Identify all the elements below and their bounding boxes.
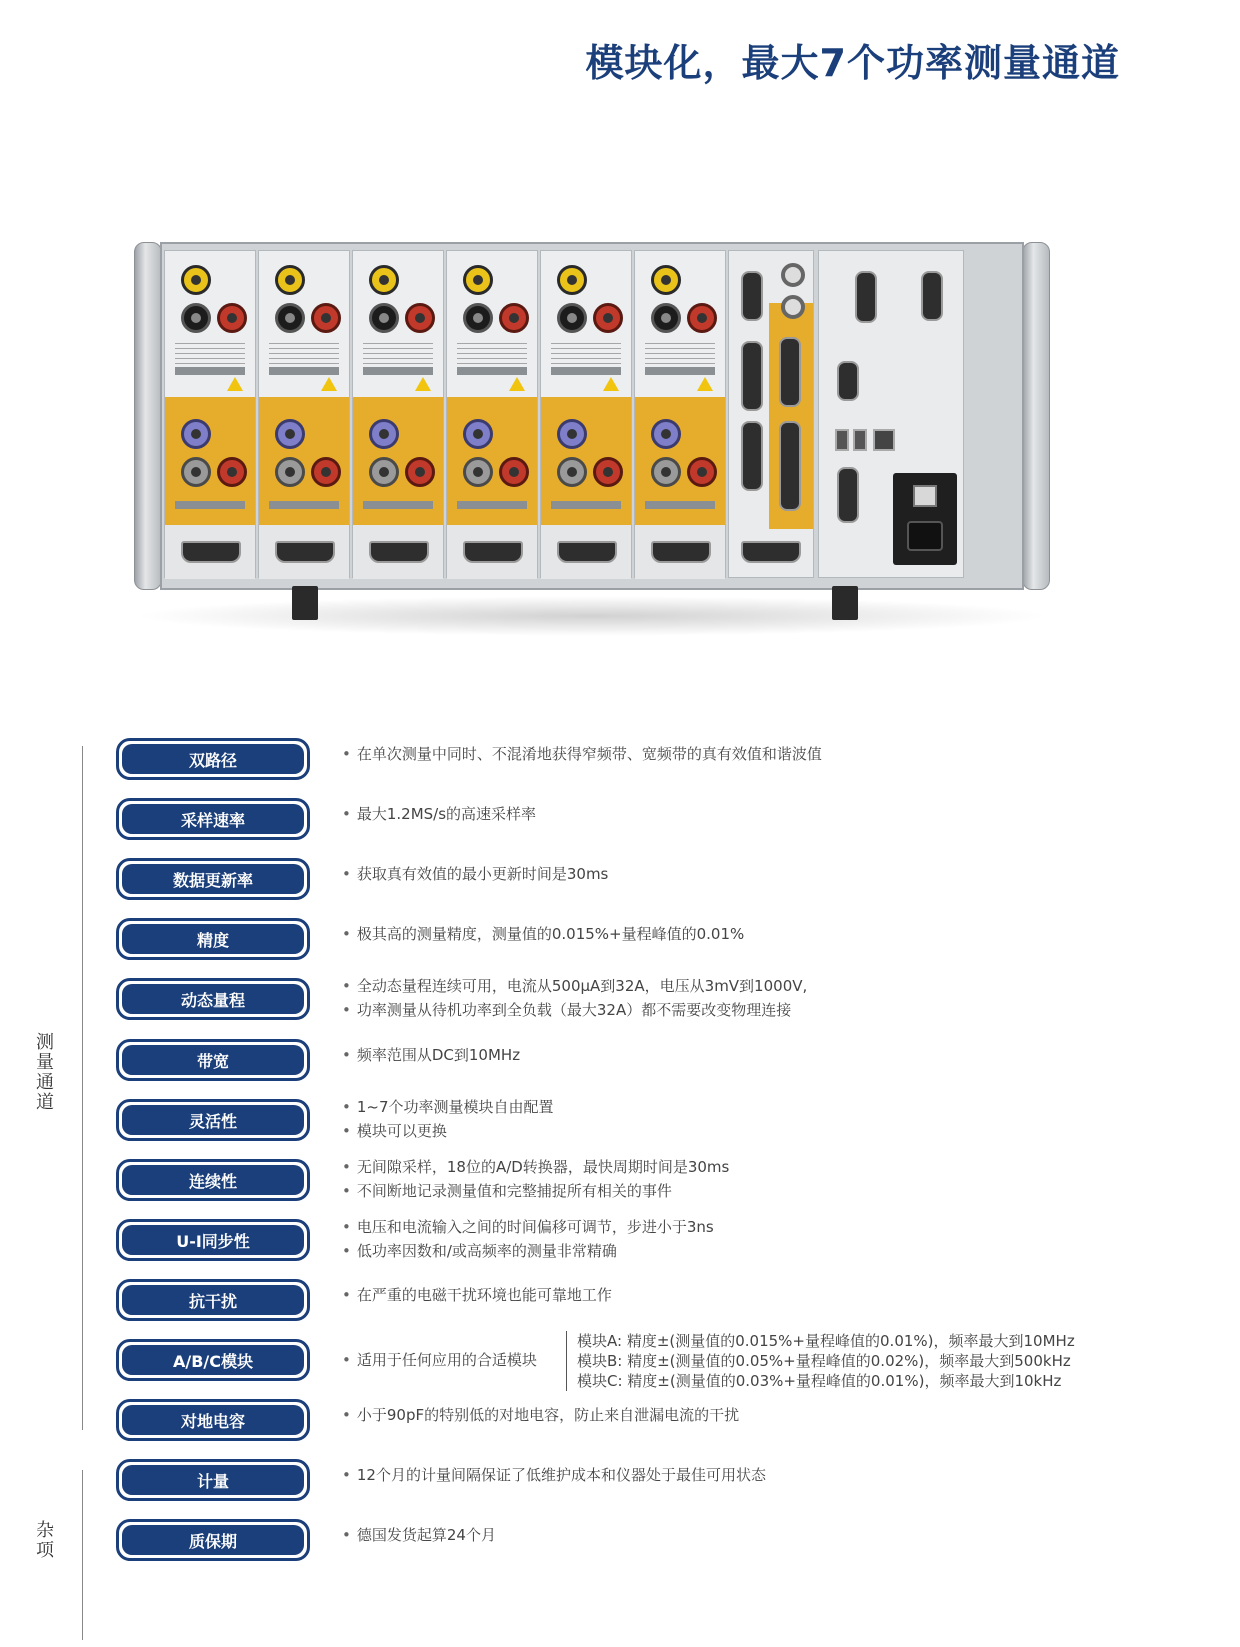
current-common-jack-icon bbox=[651, 457, 681, 487]
feature-name-label: 采样速率 bbox=[122, 804, 304, 834]
power-analyzer-rear-panel-image bbox=[132, 236, 1052, 636]
feature-name-label: U-I同步性 bbox=[122, 1225, 304, 1255]
warning-icon bbox=[697, 377, 713, 391]
current-jack-icon bbox=[651, 419, 681, 449]
feature-description-line: • 1~7个功率测量模块自由配置 bbox=[342, 1095, 554, 1119]
voltage-sensor-jack-icon bbox=[311, 303, 341, 333]
feature-description-line: • 德国发货起算24个月 bbox=[342, 1523, 496, 1547]
feature-description-line: • 频率范围从DC到10MHz bbox=[342, 1043, 520, 1067]
feature-name-label: 质保期 bbox=[122, 1525, 304, 1555]
sensor-connector-icon bbox=[275, 541, 335, 563]
module-spec-list bbox=[566, 1331, 1075, 1391]
feature-description bbox=[342, 802, 536, 826]
voltage-common-jack-icon bbox=[181, 303, 211, 333]
usb-port-icon bbox=[835, 429, 849, 451]
power-inlet-icon bbox=[893, 473, 957, 565]
warning-icon bbox=[321, 377, 337, 391]
feature-name-label: 抗干扰 bbox=[122, 1285, 304, 1315]
feature-name-badge bbox=[116, 978, 310, 1020]
channel-module-slot bbox=[634, 250, 726, 578]
feature-description-line: • 无间隙采样，18位的A/D转换器，最快周期时间是30ms bbox=[342, 1155, 729, 1179]
feature-name-badge bbox=[116, 1219, 310, 1261]
feature-description-line: • 不间断地记录测量值和完整捕捉所有相关的事件 bbox=[342, 1179, 729, 1203]
current-sensor-jack-icon bbox=[405, 457, 435, 487]
voltage-sensor-jack-icon bbox=[217, 303, 247, 333]
section-label-misc: 杂项 bbox=[33, 1520, 54, 1560]
feature-name-badge bbox=[116, 1519, 310, 1561]
current-common-jack-icon bbox=[275, 457, 305, 487]
feature-name-label: 动态量程 bbox=[122, 984, 304, 1014]
current-jack-icon bbox=[181, 419, 211, 449]
bnc-connector-icon bbox=[781, 295, 805, 319]
sensor-connector-icon bbox=[369, 541, 429, 563]
feature-name-label: 连续性 bbox=[122, 1165, 304, 1195]
function-connector-icon bbox=[741, 541, 801, 563]
vga-connector-icon bbox=[855, 271, 877, 323]
channel-module-slot bbox=[164, 250, 256, 578]
feature-description bbox=[342, 1403, 739, 1427]
feature-name-badge bbox=[116, 1039, 310, 1081]
rs232-connector-icon bbox=[837, 361, 859, 401]
voltage-jack-icon bbox=[651, 265, 681, 295]
module-spec-item: 模块A: 精度±(测量值的0.015%+量程峰值的0.01%)，频率最大到10MHz bbox=[577, 1332, 1075, 1350]
current-jack-icon bbox=[463, 419, 493, 449]
feature-name-badge bbox=[116, 798, 310, 840]
analog-output-connector-icon bbox=[741, 421, 763, 491]
feature-description-line: • 最大1.2MS/s的高速采样率 bbox=[342, 802, 536, 826]
feature-name-badge bbox=[116, 1399, 310, 1441]
usb-port-icon bbox=[853, 429, 867, 451]
feature-description bbox=[342, 1155, 729, 1203]
current-jack-icon bbox=[557, 419, 587, 449]
analog-input-connector-icon bbox=[741, 271, 763, 321]
feature-description-line: • 在严重的电磁干扰环境也能可靠地工作 bbox=[342, 1283, 612, 1307]
feature-description bbox=[342, 1043, 520, 1067]
lan-port-icon bbox=[873, 429, 895, 451]
voltage-sensor-jack-icon bbox=[593, 303, 623, 333]
feature-description-line: • 在单次测量中同时、不混淆地获得窄频带、宽频带的真有效值和谐波值 bbox=[342, 742, 822, 766]
feature-description-line: • 获取真有效值的最小更新时间是30ms bbox=[342, 862, 608, 886]
switching-io-connector-icon bbox=[779, 421, 801, 511]
feature-name-badge bbox=[116, 1459, 310, 1501]
voltage-jack-icon bbox=[181, 265, 211, 295]
channel-module-slot bbox=[446, 250, 538, 578]
feature-description bbox=[342, 1095, 554, 1143]
feature-name-badge bbox=[116, 1279, 310, 1321]
warning-icon bbox=[509, 377, 525, 391]
feature-description-line: • 12个月的计量间隔保证了低维护成本和仪器处于最佳可用状态 bbox=[342, 1463, 766, 1487]
voltage-common-jack-icon bbox=[275, 303, 305, 333]
feature-description-line: • 模块可以更换 bbox=[342, 1119, 554, 1143]
voltage-jack-icon bbox=[463, 265, 493, 295]
feature-description bbox=[342, 1523, 496, 1547]
feature-name-label: 灵活性 bbox=[122, 1105, 304, 1135]
frequency-input-connector-icon bbox=[779, 337, 801, 407]
voltage-common-jack-icon bbox=[651, 303, 681, 333]
feature-description bbox=[342, 922, 744, 946]
warning-icon bbox=[415, 377, 431, 391]
sync-connector-icon bbox=[837, 467, 859, 523]
feature-name-badge bbox=[116, 738, 310, 780]
module-spec-item: 模块C: 精度±(测量值的0.03%+量程峰值的0.01%)，频率最大到10kHz bbox=[577, 1372, 1062, 1390]
feature-description bbox=[342, 974, 807, 1022]
base-module-slot bbox=[818, 250, 964, 578]
feature-name-badge bbox=[116, 1159, 310, 1201]
channel-module-slot bbox=[258, 250, 350, 578]
feature-description bbox=[342, 862, 608, 886]
device-foot-left bbox=[292, 586, 318, 620]
feature-name-label: A/B/C模块 bbox=[122, 1345, 304, 1375]
current-sensor-jack-icon bbox=[217, 457, 247, 487]
page-title: 模块化，最大7个功率测量通道 bbox=[585, 41, 1120, 85]
feature-name-label: 计量 bbox=[122, 1465, 304, 1495]
current-sensor-jack-icon bbox=[593, 457, 623, 487]
current-sensor-jack-icon bbox=[311, 457, 341, 487]
left-handle bbox=[134, 242, 162, 590]
feature-name-badge bbox=[116, 918, 310, 960]
feature-description-line: • 电压和电流输入之间的时间偏移可调节，步进小于3ns bbox=[342, 1215, 714, 1239]
feature-description: • 适用于任何应用的合适模块 bbox=[342, 1349, 537, 1370]
external-connector-icon bbox=[921, 271, 943, 321]
feature-name-label: 双路径 bbox=[122, 744, 304, 774]
voltage-jack-icon bbox=[369, 265, 399, 295]
voltage-common-jack-icon bbox=[557, 303, 587, 333]
feature-description-line: • 功率测量从待机功率到全负载（最大32A）都不需要改变物理连接 bbox=[342, 998, 807, 1022]
feature-name-label: 数据更新率 bbox=[122, 864, 304, 894]
io-option-slot bbox=[728, 250, 814, 578]
feature-name-label: 对地电容 bbox=[122, 1405, 304, 1435]
feature-name-badge bbox=[116, 1339, 310, 1381]
current-sensor-jack-icon bbox=[499, 457, 529, 487]
bnc-connector-icon bbox=[781, 263, 805, 287]
current-common-jack-icon bbox=[369, 457, 399, 487]
voltage-sensor-jack-icon bbox=[405, 303, 435, 333]
current-jack-icon bbox=[275, 419, 305, 449]
feature-description bbox=[342, 742, 822, 766]
feature-name-label: 带宽 bbox=[122, 1045, 304, 1075]
feature-description bbox=[342, 1283, 612, 1307]
feature-description-line: • 全动态量程连续可用，电流从500μA到32A，电压从3mV到1000V, bbox=[342, 974, 807, 998]
feature-description bbox=[342, 1463, 766, 1487]
power-switch-icon bbox=[913, 485, 937, 507]
sensor-connector-icon bbox=[557, 541, 617, 563]
current-jack-icon bbox=[369, 419, 399, 449]
section-line-misc bbox=[82, 1470, 83, 1640]
voltage-common-jack-icon bbox=[369, 303, 399, 333]
device-shadow bbox=[132, 596, 1052, 636]
sensor-connector-icon bbox=[651, 541, 711, 563]
warning-icon bbox=[227, 377, 243, 391]
voltage-sensor-jack-icon bbox=[687, 303, 717, 333]
feature-name-label: 精度 bbox=[122, 924, 304, 954]
device-foot-right bbox=[832, 586, 858, 620]
channel-module-slot bbox=[540, 250, 632, 578]
warning-icon bbox=[603, 377, 619, 391]
feature-description-line: • 低功率因数和/或高频率的测量非常精确 bbox=[342, 1239, 714, 1263]
feature-description bbox=[342, 1215, 714, 1263]
module-spec-item: 模块B: 精度±(测量值的0.05%+量程峰值的0.02%)，频率最大到500kHz bbox=[577, 1352, 1071, 1370]
current-common-jack-icon bbox=[463, 457, 493, 487]
sensor-connector-icon bbox=[181, 541, 241, 563]
section-line-measurement bbox=[82, 746, 83, 1430]
current-sensor-jack-icon bbox=[687, 457, 717, 487]
analog-output-connector-icon bbox=[741, 341, 763, 411]
current-common-jack-icon bbox=[557, 457, 587, 487]
sensor-connector-icon bbox=[463, 541, 523, 563]
section-label-measurement: 测量通道 bbox=[33, 1032, 54, 1112]
chassis bbox=[160, 242, 1024, 590]
voltage-jack-icon bbox=[557, 265, 587, 295]
channel-module-slot bbox=[352, 250, 444, 578]
voltage-jack-icon bbox=[275, 265, 305, 295]
voltage-common-jack-icon bbox=[463, 303, 493, 333]
feature-description-line: • 极其高的测量精度，测量值的0.015%+量程峰值的0.01% bbox=[342, 922, 744, 946]
right-handle bbox=[1022, 242, 1050, 590]
voltage-sensor-jack-icon bbox=[499, 303, 529, 333]
feature-description-line: • 小于90pF的特别低的对地电容，防止来自泄漏电流的干扰 bbox=[342, 1403, 739, 1427]
feature-name-badge bbox=[116, 1099, 310, 1141]
current-common-jack-icon bbox=[181, 457, 211, 487]
feature-name-badge bbox=[116, 858, 310, 900]
